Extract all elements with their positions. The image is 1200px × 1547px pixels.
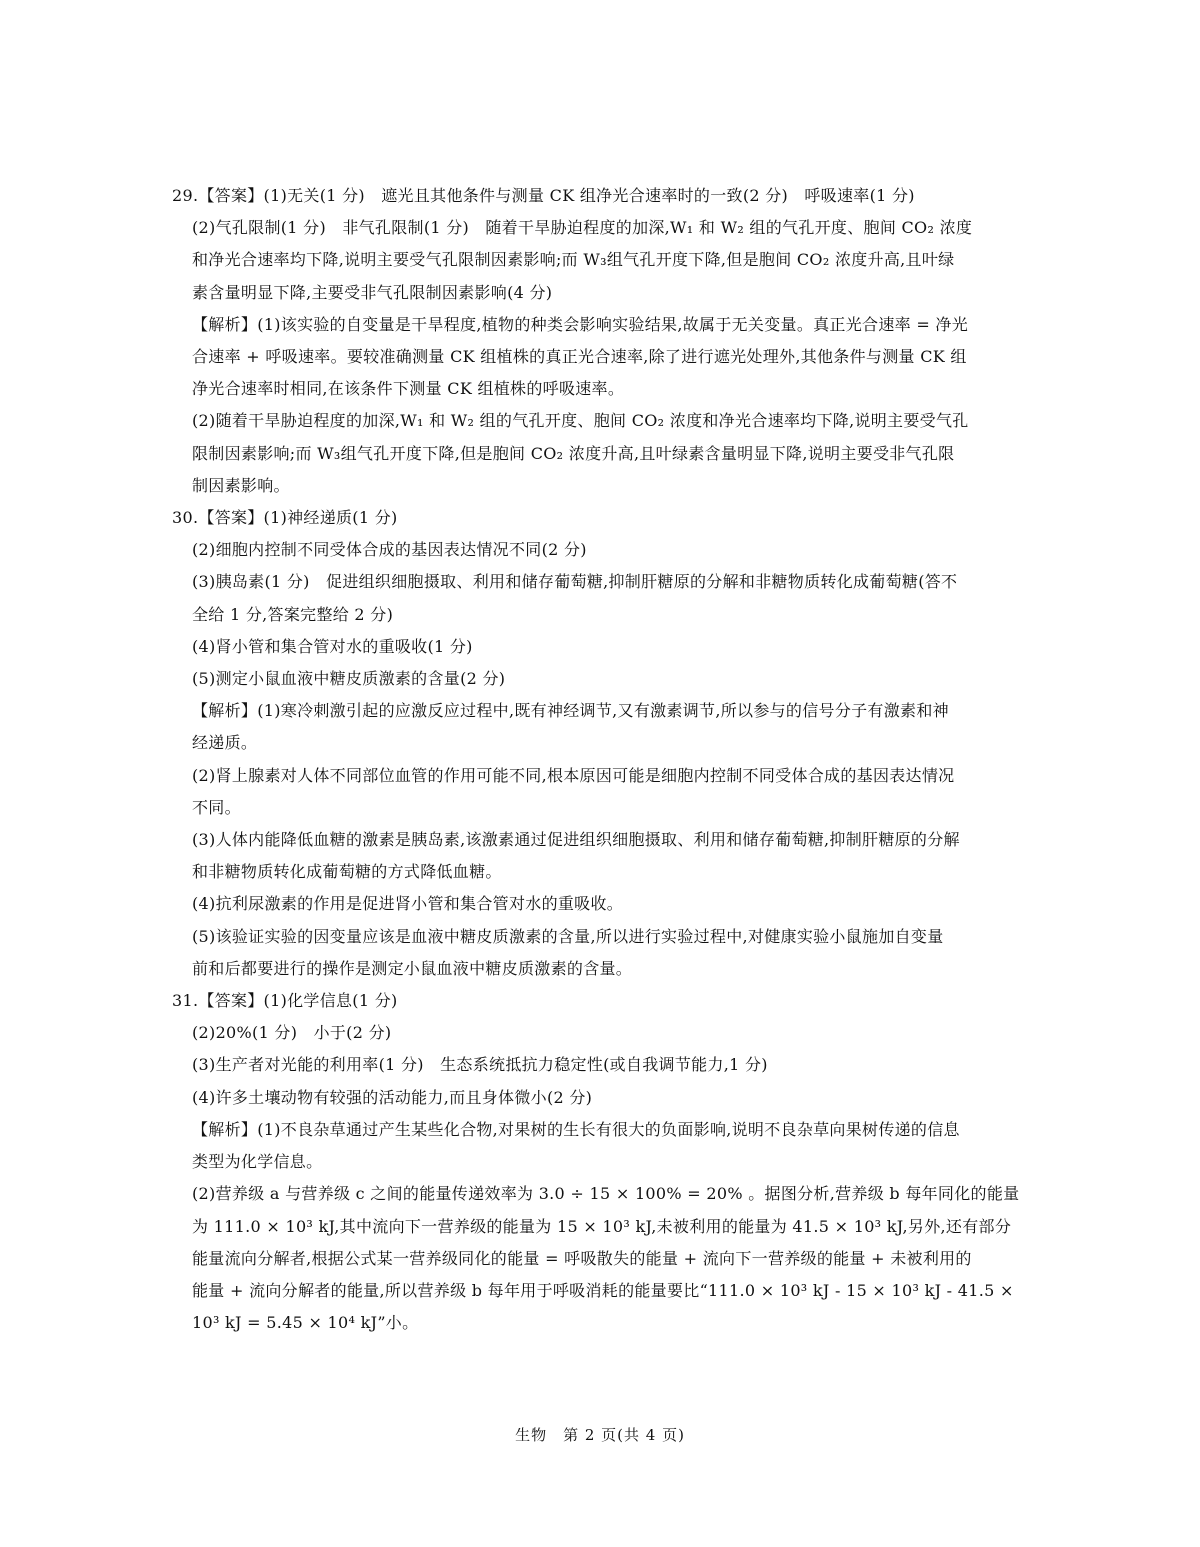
paragraph-line: 类型为化学信息。 xyxy=(192,1152,323,1172)
question-31-body xyxy=(172,1017,1032,1339)
question-31 xyxy=(172,985,1032,1339)
paragraph-line: (3)生产者对光能的利用率(1 分) 生态系统抵抗力稳定性(或自我调节能力,1 分) xyxy=(192,1055,768,1075)
paragraph-line: 素含量明显下降,主要受非气孔限制因素影响(4 分) xyxy=(192,282,553,302)
question-29 xyxy=(172,180,1032,502)
paragraph-line: 能量流向分解者,根据公式某一营养级同化的能量 = 呼吸散失的能量 + 流向下一营养级的能量 + 未被利用的 xyxy=(192,1248,972,1268)
paragraph-line: 净光合速率时相同,在该条件下测量 CK 组植株的呼吸速率。 xyxy=(192,379,625,399)
paragraph-line: 【解析】(1)寒冷刺激引起的应激反应过程中,既有神经调节,又有激素调节,所以参与的信号分子有激素和神 xyxy=(192,701,949,721)
paragraph-line: (4)肾小管和集合管对水的重吸收(1 分) xyxy=(192,636,473,656)
question-30-answer-head: 30.【答案】(1)神经递质(1 分) xyxy=(172,508,398,528)
paragraph-line: 【解析】(1)不良杂草通过产生某些化合物,对果树的生长有很大的负面影响,说明不良杂草向果树传递的信息 xyxy=(192,1119,960,1139)
paragraph-line: (2)随着干旱胁迫程度的加深,W₁ 和 W₂ 组的气孔开度、胞间 CO₂ 浓度和净光合速率均下降,说明主要受气孔 xyxy=(192,411,969,431)
paragraph-line: (2)气孔限制(1 分) 非气孔限制(1 分) 随着干旱胁迫程度的加深,W₁ 和 W₂ 组的气孔开度、胞间 CO₂ 浓度 xyxy=(192,218,973,238)
paragraph-line: 制因素影响。 xyxy=(192,475,290,495)
question-31-answer-head: 31.【答案】(1)化学信息(1 分) xyxy=(172,991,398,1011)
paragraph-line: 和非糖物质转化成葡萄糖的方式降低血糖。 xyxy=(192,862,502,882)
question-30-body xyxy=(172,534,1032,985)
paragraph-line: 合速率 + 呼吸速率。要较准确测量 CK 组植株的真正光合速率,除了进行遮光处理外,其他条件与测量 CK 组 xyxy=(192,347,967,367)
question-30 xyxy=(172,502,1032,985)
paragraph-line: 能量 + 流向分解者的能量,所以营养级 b 每年用于呼吸消耗的能量要比“111.0 × 10³ kJ - 15 × 10³ kJ - 41.5 × xyxy=(192,1280,1014,1300)
paragraph-line: (4)许多土壤动物有较强的活动能力,而且身体微小(2 分) xyxy=(192,1087,593,1107)
paragraph-line: 和净光合速率均下降,说明主要受气孔限制因素影响;而 W₃组气孔开度下降,但是胞间 CO₂ 浓度升高,且叶绿 xyxy=(192,250,955,270)
paragraph-line: (4)抗利尿激素的作用是促进肾小管和集合管对水的重吸收。 xyxy=(192,894,624,914)
paragraph-line: (3)胰岛素(1 分) 促进组织细胞摄取、利用和储存葡萄糖,抑制肝糖原的分解和非糖物质转化成葡萄糖(答不 xyxy=(192,572,958,592)
paragraph-line: (2)肾上腺素对人体不同部位血管的作用可能不同,根本原因可能是细胞内控制不同受体合成的基因表达情况 xyxy=(192,765,955,785)
paragraph-line: 【解析】(1)该实验的自变量是干旱程度,植物的种类会影响实验结果,故属于无关变量。真正光合速率 = 净光 xyxy=(192,314,969,334)
paragraph-line: (2)营养级 a 与营养级 c 之间的能量传递效率为 3.0 ÷ 15 × 100% = 20% 。据图分析,营养级 b 每年同化的能量 xyxy=(192,1184,1020,1204)
paragraph-line: (5)该验证实验的因变量应该是血液中糖皮质激素的含量,所以进行实验过程中,对健康实验小鼠施加自变量 xyxy=(192,926,944,946)
paragraph-line: (2)细胞内控制不同受体合成的基因表达情况不同(2 分) xyxy=(192,540,587,560)
paragraph-line: (3)人体内能降低血糖的激素是胰岛素,该激素通过促进组织细胞摄取、利用和储存葡萄糖,抑制肝糖原的分解 xyxy=(192,830,960,850)
paragraph-line: 为 111.0 × 10³ kJ,其中流向下一营养级的能量为 15 × 10³ kJ,未被利用的能量为 41.5 × 10³ kJ,另外,还有部分 xyxy=(192,1216,1012,1236)
paragraph-line: 前和后都要进行的操作是测定小鼠血液中糖皮质激素的含量。 xyxy=(192,958,633,978)
paragraph-line: 全给 1 分,答案完整给 2 分) xyxy=(192,604,394,624)
question-29-body xyxy=(172,212,1032,502)
paragraph-line: (5)测定小鼠血液中糖皮质激素的含量(2 分) xyxy=(192,669,506,689)
paragraph-line: (2)20%(1 分) 小于(2 分) xyxy=(192,1023,392,1043)
paragraph-line: 10³ kJ = 5.45 × 10⁴ kJ”小。 xyxy=(192,1313,419,1333)
paragraph-line: 限制因素影响;而 W₃组气孔开度下降,但是胞间 CO₂ 浓度升高,且叶绿素含量明显下降,说明主要受非气孔限 xyxy=(192,443,955,463)
answer-content xyxy=(172,180,1032,1339)
page-footer: 生物 第 2 页(共 4 页) xyxy=(515,1426,685,1444)
paragraph-line: 经递质。 xyxy=(192,733,258,753)
question-29-answer-head: 29.【答案】(1)无关(1 分) 遮光且其他条件与测量 CK 组净光合速率时的一致(2 分) 呼吸速率(1 分) xyxy=(172,186,915,205)
paragraph-line: 不同。 xyxy=(192,797,241,817)
